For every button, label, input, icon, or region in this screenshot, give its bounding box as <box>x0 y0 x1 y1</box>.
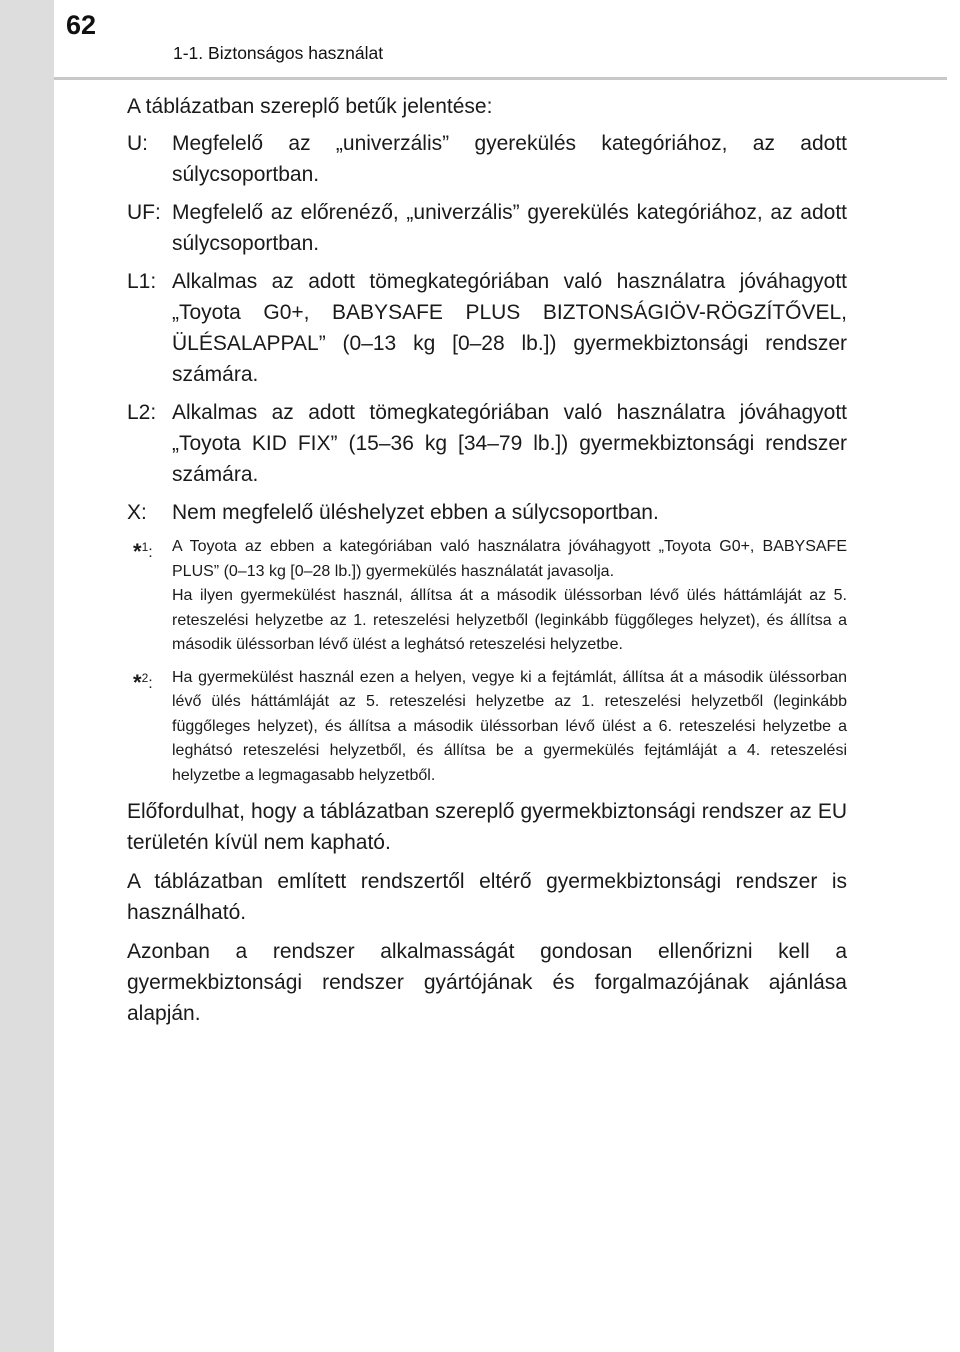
legend-item-l1 <box>127 266 847 390</box>
legend-text: Alkalmas az adott tömegkategóriában való használatra jóváhagyott „Toyota G0+, BABYSAFE PLUS BIZTONSÁGIÖV-RÖGZÍTŐVEL, ÜLÉSALAPPAL” (0–13 kg [0–28 lb.]) gyermekbiztonsági rendszer számára. <box>172 270 847 386</box>
legend-text: Megfelelő az „univerzális” gyerekülés kategóriához, az adott súlycsoportban. <box>172 132 847 186</box>
legend-key: X: <box>127 501 147 524</box>
page-number: 62 <box>66 10 97 40</box>
asterisk-mark: * <box>133 669 142 695</box>
footnote-1 <box>127 535 847 658</box>
legend-text: Nem megfelelő üléshelyzet ebben a súlycsoportban. <box>172 501 659 524</box>
legend-intro: A táblázatban szereplő betűk jelentése: <box>127 95 493 118</box>
legend-item-uf <box>127 197 847 259</box>
body-paragraph-suitability: Azonban a rendszer alkalmasságát gondosan ellenőrizni kell a gyermekbiztonsági rendszer gyártójának és forgalmazójának ajánlása alapján. <box>127 940 847 1025</box>
legend-item-u <box>127 128 847 190</box>
legend-key: L1: <box>127 270 157 293</box>
page-content <box>127 91 847 1037</box>
section-title: 1-1. Biztonságos használat <box>173 43 384 63</box>
footnote-2 <box>127 666 847 789</box>
legend-key: UF: <box>127 201 161 224</box>
footnote-marker: *$^2$: <box>133 669 153 695</box>
footnote-marker: *$^1$: <box>133 539 153 564</box>
footnote-number: 1 <box>141 540 149 554</box>
footnote-body <box>172 535 847 658</box>
footnote-paragraph: Ha ilyen gyermekülést használ, állítsa át a második üléssorban lévő ülés háttámláját az 5. reteszelési helyzetbe az 1. reteszelési helyzetből (leginkább függőleges helyzet), és állítsa a második üléssorban lévő ülést a leghátsó reteszelési helyzetbe. <box>172 587 847 653</box>
footnote-paragraph: A Toyota az ebben a kategóriában való használatra jóváhagyott „Toyota G0+, BABYSAFE PLUS” (0–13 kg [0–28 lb.]) gyermekülés használatát javasolja. <box>172 538 847 580</box>
legend-item-l2 <box>127 397 847 490</box>
legend-text: Megfelelő az előrenéző, „univerzális” gyerekülés kategóriához, az adott súlycsoportban. <box>172 201 847 255</box>
legend-list <box>127 128 847 528</box>
header-divider <box>54 77 947 80</box>
footnote-number: 2 <box>141 670 149 685</box>
legend-item-x <box>127 497 847 528</box>
body-paragraph-alternative: A táblázatban említett rendszertől eltérő gyermekbiztonsági rendszer is használható. <box>127 870 847 924</box>
page-side-bar <box>0 0 54 1352</box>
legend-key: L2: <box>127 401 157 424</box>
footnote-body <box>172 666 847 789</box>
legend-text: Alkalmas az adott tömegkategóriában való használatra jóváhagyott „Toyota KID FIX” (15–36 kg [34–79 lb.]) gyermekbiztonsági rendszer számára. <box>172 401 847 486</box>
footnote-paragraph: Ha gyermekülést használ ezen a helyen, vegye ki a fejtámlát, állítsa át a második üléssorban lévő ülés háttámláját az 5. reteszelési helyzetbe az 1. reteszelési helyzetből (leginkább függőleges helyzet), és állítsa a második üléssorban lévő ülést a 6. reteszelési helyzetbe a leghátsó reteszelési helyzetből, és állítsa be a gyermekülés fejtámláját a 4. reteszelési helyzetbe a legmagasabb helyzetből. <box>172 668 847 784</box>
legend-key: U: <box>127 132 148 155</box>
body-paragraph-availability: Előfordulhat, hogy a táblázatban szereplő gyermekbiztonsági rendszer az EU területén kívül nem kapható. <box>127 800 847 854</box>
asterisk-mark: * <box>133 539 142 564</box>
